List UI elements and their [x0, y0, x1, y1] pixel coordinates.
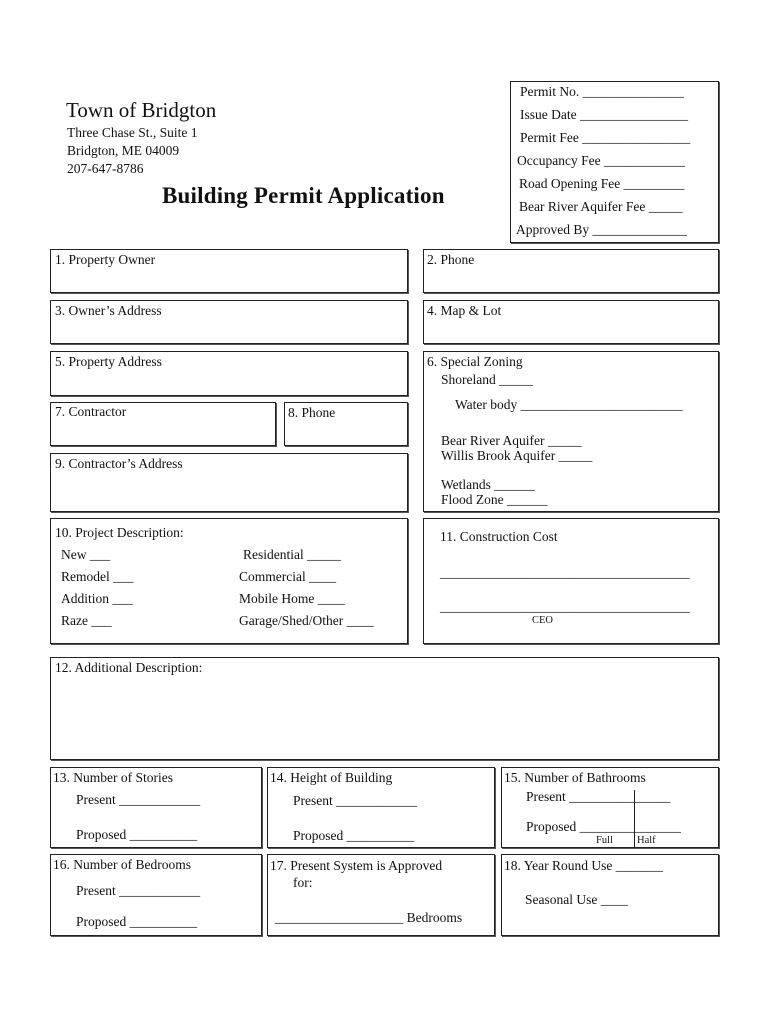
owners-address-label: 3. Owner’s Address — [55, 303, 162, 318]
bathrooms-proposed-field[interactable]: Proposed _______________ — [526, 819, 681, 834]
project-description-box — [50, 518, 408, 644]
seasonal-use-field[interactable]: Seasonal Use ____ — [525, 892, 628, 907]
bathrooms-present-field[interactable]: Present _______________ — [526, 789, 671, 804]
contractors-address-box[interactable] — [50, 453, 408, 512]
contractor-phone-box[interactable] — [284, 402, 408, 446]
wetlands-field[interactable]: Wetlands ______ — [441, 477, 535, 492]
system-bedrooms-field[interactable]: ___________________ Bedrooms — [275, 910, 463, 925]
bear-river-aquifer-field[interactable]: Bear River Aquifer _____ — [441, 433, 582, 448]
project-residential-option[interactable]: Residential _____ — [243, 547, 341, 562]
town-street: Three Chase St., Suite 1 — [67, 125, 198, 140]
phone-label: 2. Phone — [427, 252, 475, 267]
construction-cost-line-2[interactable]: _____________________________________ — [440, 599, 690, 614]
project-mobile-home-option[interactable]: Mobile Home ____ — [239, 591, 345, 606]
system-for-label: for: — [293, 875, 313, 890]
property-address-label: 5. Property Address — [55, 354, 162, 369]
year-round-use-field[interactable]: 18. Year Round Use _______ — [504, 858, 664, 873]
permit-no-field[interactable]: Permit No. _______________ — [520, 84, 684, 99]
town-city: Bridgton, ME 04009 — [67, 143, 180, 158]
map-lot-label: 4. Map & Lot — [427, 303, 502, 318]
bathrooms-full-label: Full — [596, 835, 613, 846]
contractor-phone-label: 8. Phone — [288, 405, 336, 420]
stories-proposed-field[interactable]: Proposed __________ — [76, 827, 198, 842]
permit-fee-field[interactable]: Permit Fee ________________ — [520, 130, 691, 145]
bathrooms-box — [501, 767, 719, 848]
page-title: Building Permit Application — [162, 183, 445, 208]
bathrooms-label: 15. Number of Bathrooms — [504, 770, 646, 785]
special-zoning-label: 6. Special Zoning — [427, 354, 523, 369]
contractor-label: 7. Contractor — [55, 404, 127, 419]
construction-cost-label: 11. Construction Cost — [440, 529, 558, 544]
system-label: 17. Present System is Approved — [270, 858, 443, 873]
property-address-box[interactable] — [50, 351, 408, 396]
willis-brook-aquifer-field[interactable]: Willis Brook Aquifer _____ — [441, 448, 593, 463]
system-box — [267, 854, 495, 936]
bathrooms-half-label: Half — [637, 835, 656, 846]
owners-address-box[interactable] — [50, 300, 408, 344]
approved-by-field[interactable]: Approved By ______________ — [516, 222, 687, 237]
ceo-label: CEO — [532, 615, 553, 626]
property-owner-box[interactable] — [50, 249, 408, 293]
stories-present-field[interactable]: Present ____________ — [76, 792, 201, 807]
water-body-field[interactable]: Water body ________________________ — [455, 397, 683, 412]
phone-box[interactable] — [423, 249, 719, 293]
additional-description-label: 12. Additional Description: — [55, 660, 203, 675]
construction-cost-box — [423, 518, 719, 644]
bedrooms-box — [50, 854, 262, 936]
bedrooms-present-field[interactable]: Present ____________ — [76, 883, 201, 898]
project-new-option[interactable]: New ___ — [61, 547, 111, 562]
stories-box — [50, 767, 262, 848]
stories-label: 13. Number of Stories — [53, 770, 173, 785]
road-opening-fee-field[interactable]: Road Opening Fee _________ — [519, 176, 685, 191]
project-addition-option[interactable]: Addition ___ — [61, 591, 133, 606]
project-raze-option[interactable]: Raze ___ — [61, 613, 112, 628]
town-name: Town of Bridgton — [66, 98, 217, 122]
town-phone: 207-647-8786 — [67, 161, 144, 176]
contractor-box[interactable] — [50, 402, 276, 446]
height-label: 14. Height of Building — [270, 770, 393, 785]
map-lot-box[interactable] — [423, 300, 719, 344]
height-present-field[interactable]: Present ____________ — [293, 793, 418, 808]
contractors-address-label: 9. Contractor’s Address — [55, 456, 183, 471]
flood-zone-field[interactable]: Flood Zone ______ — [441, 492, 548, 507]
bedrooms-proposed-field[interactable]: Proposed __________ — [76, 914, 198, 929]
special-zoning-box — [423, 351, 719, 512]
bedrooms-label: 16. Number of Bedrooms — [53, 857, 191, 872]
project-description-label: 10. Project Description: — [55, 525, 184, 540]
height-proposed-field[interactable]: Proposed __________ — [293, 828, 415, 843]
aquifer-fee-field[interactable]: Bear River Aquifer Fee _____ — [519, 199, 683, 214]
project-garage-option[interactable]: Garage/Shed/Other ____ — [239, 613, 374, 628]
shoreland-field[interactable]: Shoreland _____ — [441, 372, 533, 387]
property-owner-label: 1. Property Owner — [55, 252, 156, 267]
project-commercial-option[interactable]: Commercial ____ — [239, 569, 337, 584]
project-remodel-option[interactable]: Remodel ___ — [61, 569, 134, 584]
height-box — [267, 767, 495, 848]
office-use-box — [510, 81, 719, 243]
occupancy-fee-field[interactable]: Occupancy Fee ____________ — [517, 153, 685, 168]
additional-description-box[interactable] — [50, 657, 719, 760]
use-box — [501, 854, 719, 936]
construction-cost-line-1[interactable]: _____________________________________ — [440, 565, 690, 580]
bathrooms-divider — [634, 790, 635, 848]
issue-date-field[interactable]: Issue Date ________________ — [520, 107, 688, 122]
